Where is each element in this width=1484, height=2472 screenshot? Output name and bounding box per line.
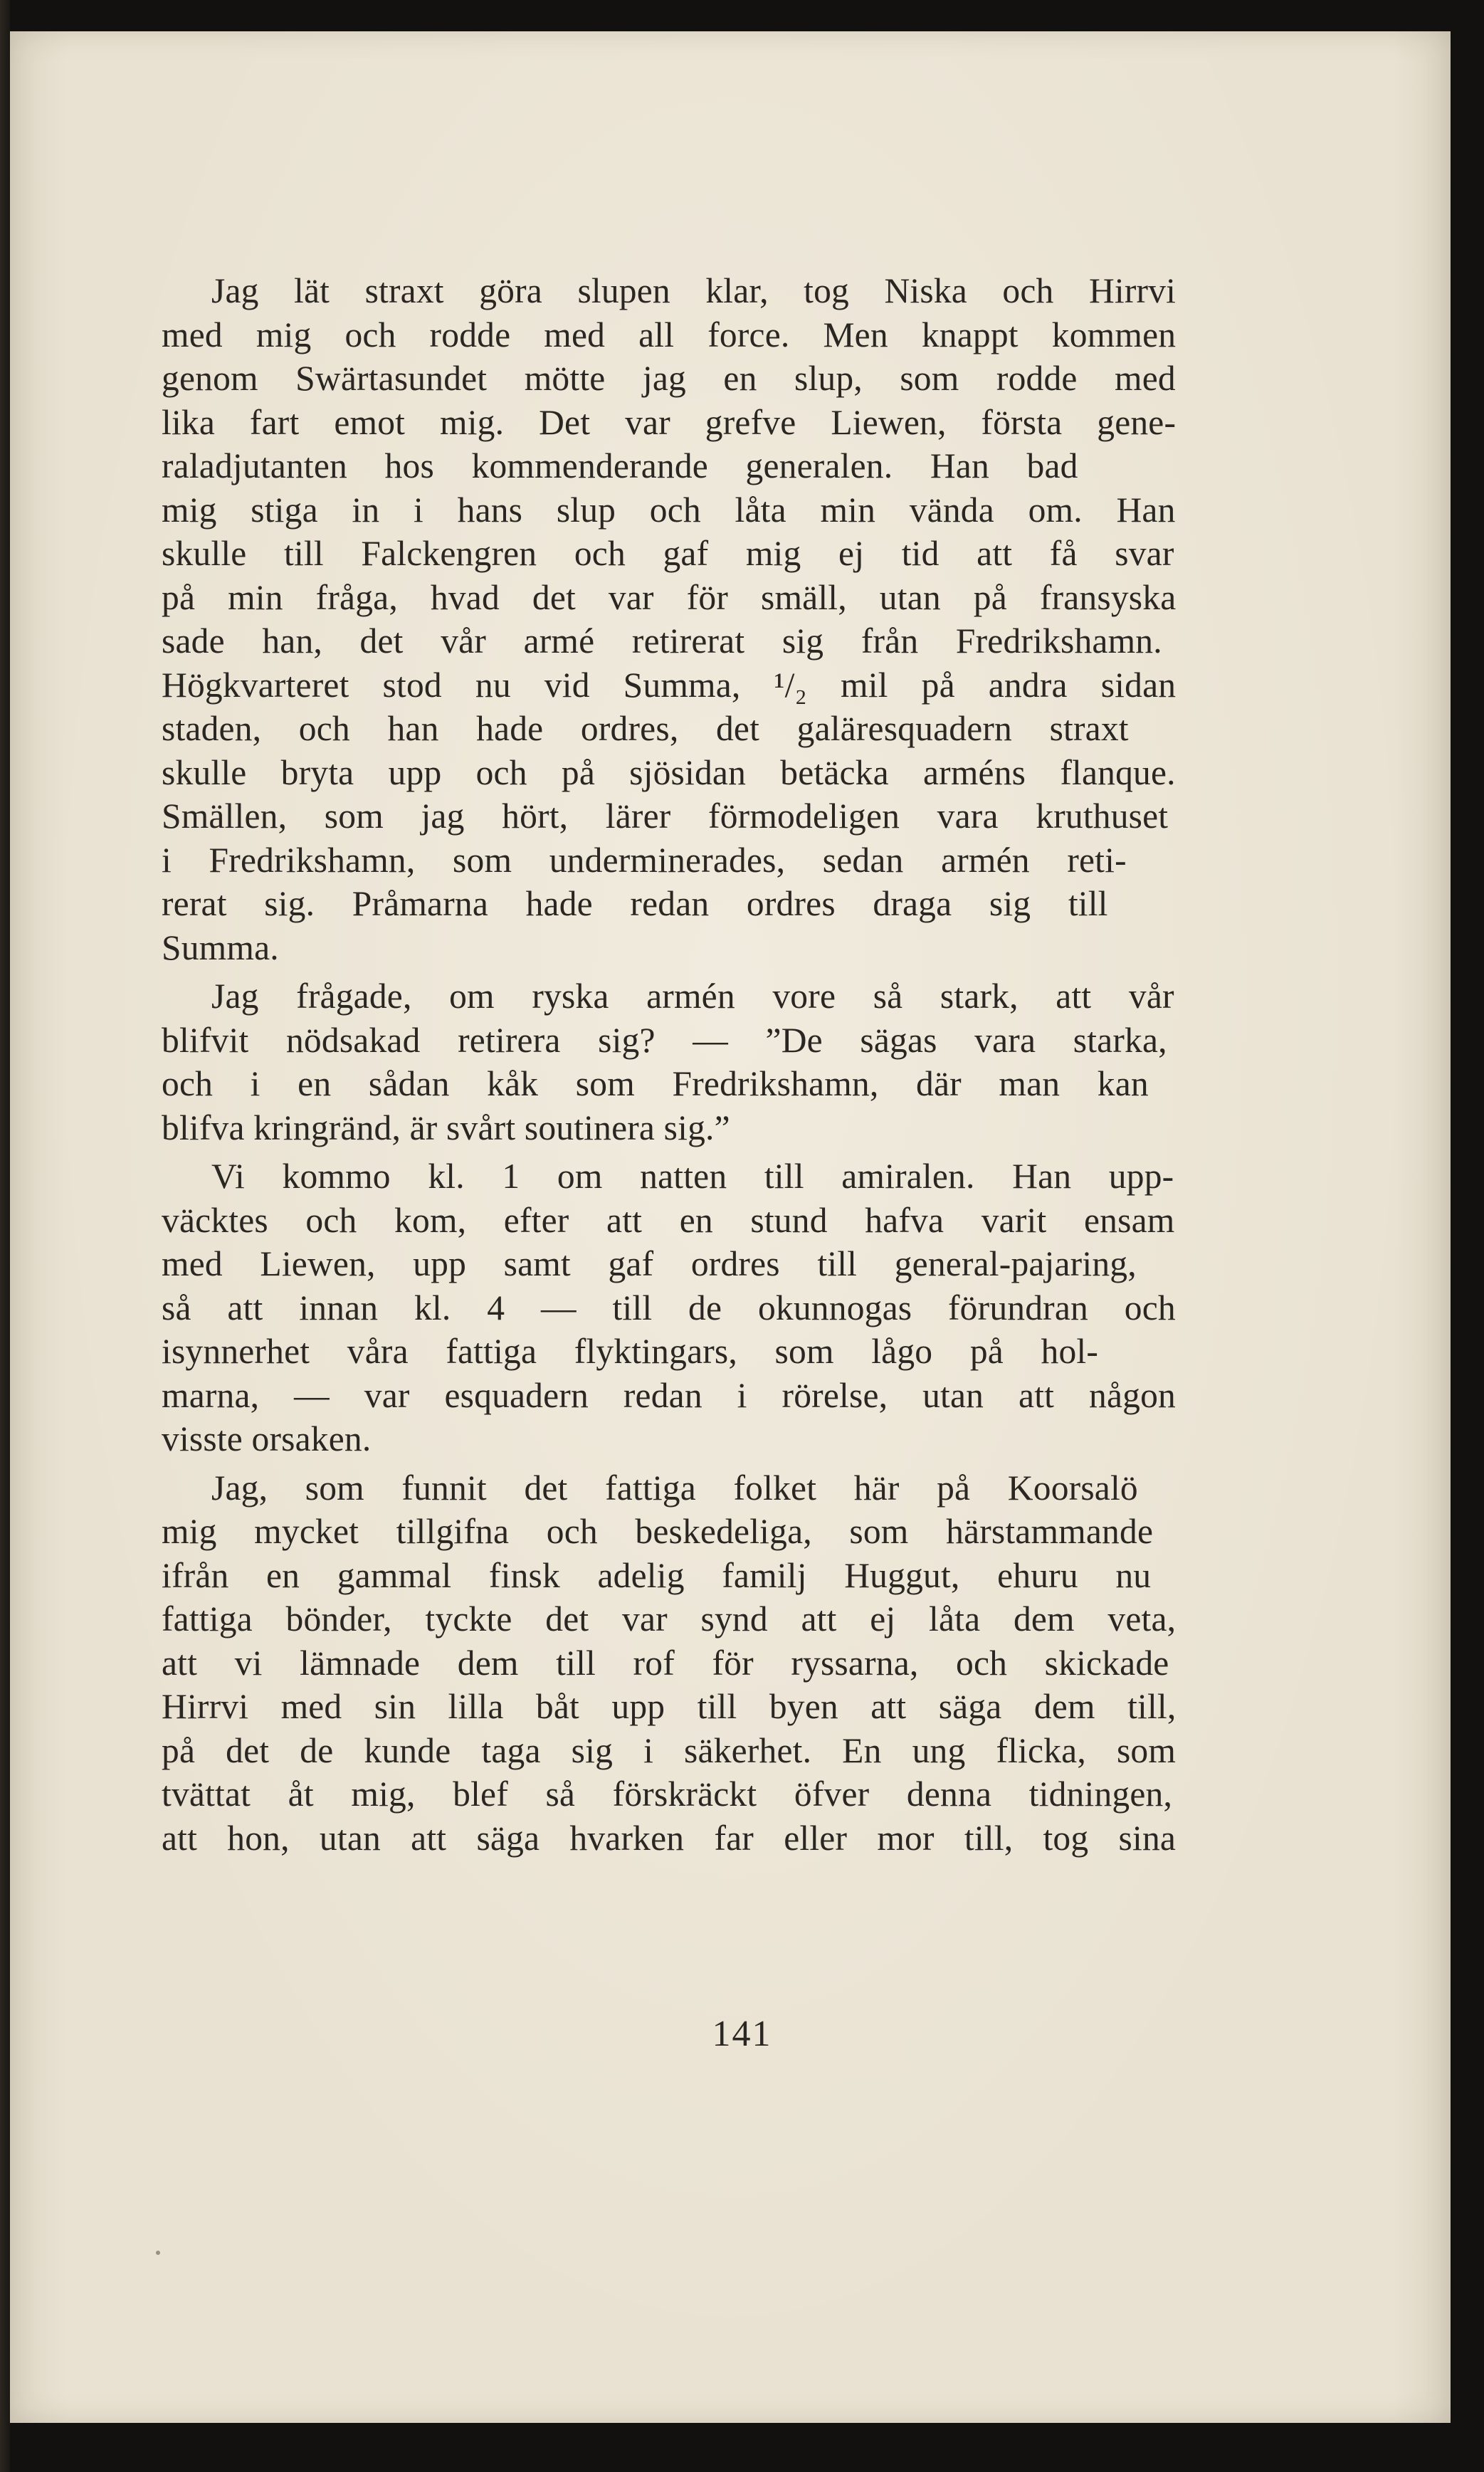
text-line: Hirrvi med sin lilla båt upp till byen att säga dem till, <box>162 1687 1177 1726</box>
text-line: lika fart emot mig. Det var grefve Liewen, första gene- <box>162 402 1177 442</box>
text-line: Jag frågade, om ryska armén vore så stark, att vår <box>211 977 1174 1016</box>
text-line: visste orsaken. <box>162 1419 372 1458</box>
body-text <box>162 269 1176 1865</box>
paragraph <box>162 1155 1176 1461</box>
text-line: skulle bryta upp och på sjösidan betäcka arméns flanque. <box>162 752 1176 792</box>
text-line: isynnerhet våra fattiga flyktingars, som lågo på hol- <box>162 1332 1099 1371</box>
text-line: blifvit nödsakad retirera sig? — ”De sägas vara starka, <box>162 1020 1167 1060</box>
text-line: på det de kunde taga sig i säkerhet. En ung flicka, som <box>162 1730 1177 1770</box>
text-line: så att innan kl. 4 — till de okunnogas förundran och <box>162 1288 1176 1327</box>
text-line: Summa. <box>162 927 279 967</box>
page-number: 141 <box>712 2014 772 2054</box>
paragraph <box>162 974 1176 1150</box>
text-line: på min fråga, hvad det var för smäll, utan på fransyska <box>162 577 1177 617</box>
paper-speck <box>156 2251 160 2255</box>
text-line: Jag, som funnit det fattiga folket här på Koorsalö <box>211 1468 1138 1508</box>
text-line: tvättat åt mig, blef så förskräckt öfver denna tidningen, <box>162 1774 1173 1814</box>
text-line: skulle till Falckengren och gaf mig ej tid att få svar <box>162 534 1174 573</box>
paragraph <box>162 1466 1176 1861</box>
text-line: att hon, utan att säga hvarken far eller mor till, tog sina <box>162 1818 1177 1858</box>
text-line: ifrån en gammal finsk adelig familj Huggut, ehuru nu <box>162 1555 1152 1595</box>
text-line: rerat sig. Pråmarna hade redan ordres draga sig till <box>162 884 1108 923</box>
text-line: raladjutanten hos kommenderande generalen. Han bad <box>162 446 1078 485</box>
book-spine-edge <box>0 0 10 2472</box>
text-line: genom Swärtasundet mötte jag en slup, som rodde med <box>162 359 1176 398</box>
text-line: och i en sådan kåk som Fredrikshamn, där man kan <box>162 1064 1149 1103</box>
text-line: marna, — var esquadern redan i rörelse, utan att någon <box>162 1375 1176 1415</box>
text-line: mig mycket tillgifna och beskedeliga, som härstammande <box>162 1512 1154 1551</box>
text-line: väcktes och kom, efter att en stund hafva varit ensam <box>162 1200 1175 1240</box>
text-line: att vi lämnade dem till rof för ryssarna, och skickade <box>162 1643 1169 1683</box>
text-line: fattiga bönder, tyckte det var synd att ej låta dem veta, <box>162 1599 1177 1639</box>
text-line: i Fredrikshamn, som underminerades, sedan armén reti- <box>162 840 1127 880</box>
text-line: Smällen, som jag hört, lärer förmodeligen vara kruthuset <box>162 796 1169 836</box>
text-line: mig stiga in i hans slup och låta min vända om. Han <box>162 490 1176 530</box>
text-line: staden, och han hade ordres, det galäresquadern straxt <box>162 709 1129 748</box>
text-line: Vi kommo kl. 1 om natten till amiralen. Han upp- <box>211 1157 1174 1196</box>
paragraph <box>162 269 1176 969</box>
text-line: sade han, det vår armé retirerat sig från Fredrikshamn. <box>162 621 1162 661</box>
text-line: Högkvarteret stod nu vid Summa, ¹/₂ mil på andra sidan <box>162 665 1177 705</box>
text-line: med Liewen, upp samt gaf ordres till general-pajaring, <box>162 1244 1137 1283</box>
text-line: Jag lät straxt göra slupen klar, tog Niska och Hirrvi <box>211 271 1177 310</box>
text-line: med mig och rodde med all force. Men knappt kommen <box>162 315 1177 354</box>
text-line: blifva kringränd, är svårt soutinera sig.” <box>162 1108 730 1147</box>
